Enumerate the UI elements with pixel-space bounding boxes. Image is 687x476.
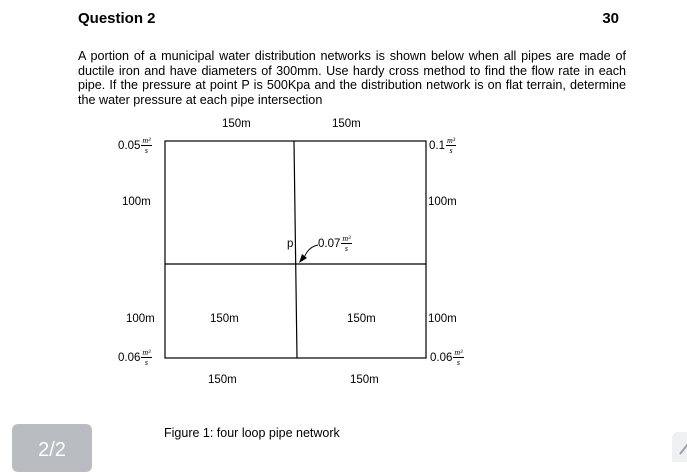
question-title: Question 2 xyxy=(78,10,156,27)
length-label-bottom-left: 150m xyxy=(208,374,237,386)
flow-unit: $\frac{\text{m³}}{s}$ xyxy=(142,136,151,155)
length-label-bottom-right: 150m xyxy=(350,374,379,386)
inflow-arrowhead xyxy=(299,254,307,263)
length-label-top-right: 150m xyxy=(332,118,361,130)
flow-unit: $\frac{\text{m³}}{s}$ xyxy=(342,234,351,253)
flow-value: 0.07 xyxy=(318,237,341,250)
flow-unit: $\frac{\text{m³}}{s}$ xyxy=(447,136,456,155)
flow-label-bottom-left xyxy=(118,348,152,367)
edit-button[interactable] xyxy=(672,432,687,462)
flow-label-top-right xyxy=(429,136,456,155)
flow-value: 0.06 xyxy=(430,351,453,364)
flow-unit: $\frac{\text{m³}}{s}$ xyxy=(142,348,151,367)
flow-label-top-left xyxy=(118,136,152,155)
length-label-left-upper: 100m xyxy=(122,196,151,208)
question-marks: 30 xyxy=(602,10,619,27)
length-label-left-lower: 100m xyxy=(126,313,155,325)
node-p-label: p xyxy=(287,238,294,250)
flow-label-bottom-right xyxy=(430,348,464,367)
pipe-vertical-center xyxy=(294,141,297,358)
inflow-arrow-center xyxy=(304,245,318,258)
flow-unit: $\frac{\text{m³}}{s}$ xyxy=(454,348,463,367)
length-label-mid-right: 150m xyxy=(347,313,376,325)
pencil-icon xyxy=(672,432,687,462)
figure-caption: Figure 1: four loop pipe network xyxy=(164,426,340,440)
page-indicator: 2/2 xyxy=(12,424,92,472)
length-label-mid-left: 150m xyxy=(210,313,239,325)
length-label-right-upper: 100m xyxy=(428,196,457,208)
question-text: A portion of a municipal water distribution networks is shown below when all pipes are made of ductile iron and have diameters of 300mm. Use hardy cross method to find the flow rate in each pipe. If the pressure at point P is 500Kpa and the distribution network is on flat terrain, determine the water pressure at each pipe intersection xyxy=(78,49,626,107)
flow-value: 0.05 xyxy=(118,139,141,152)
length-label-right-lower: 100m xyxy=(428,313,457,325)
flow-value: 0.06 xyxy=(118,351,141,364)
flow-value: 0.1 xyxy=(429,139,445,152)
flow-label-center xyxy=(318,234,352,253)
length-label-top-left: 150m xyxy=(222,118,251,130)
